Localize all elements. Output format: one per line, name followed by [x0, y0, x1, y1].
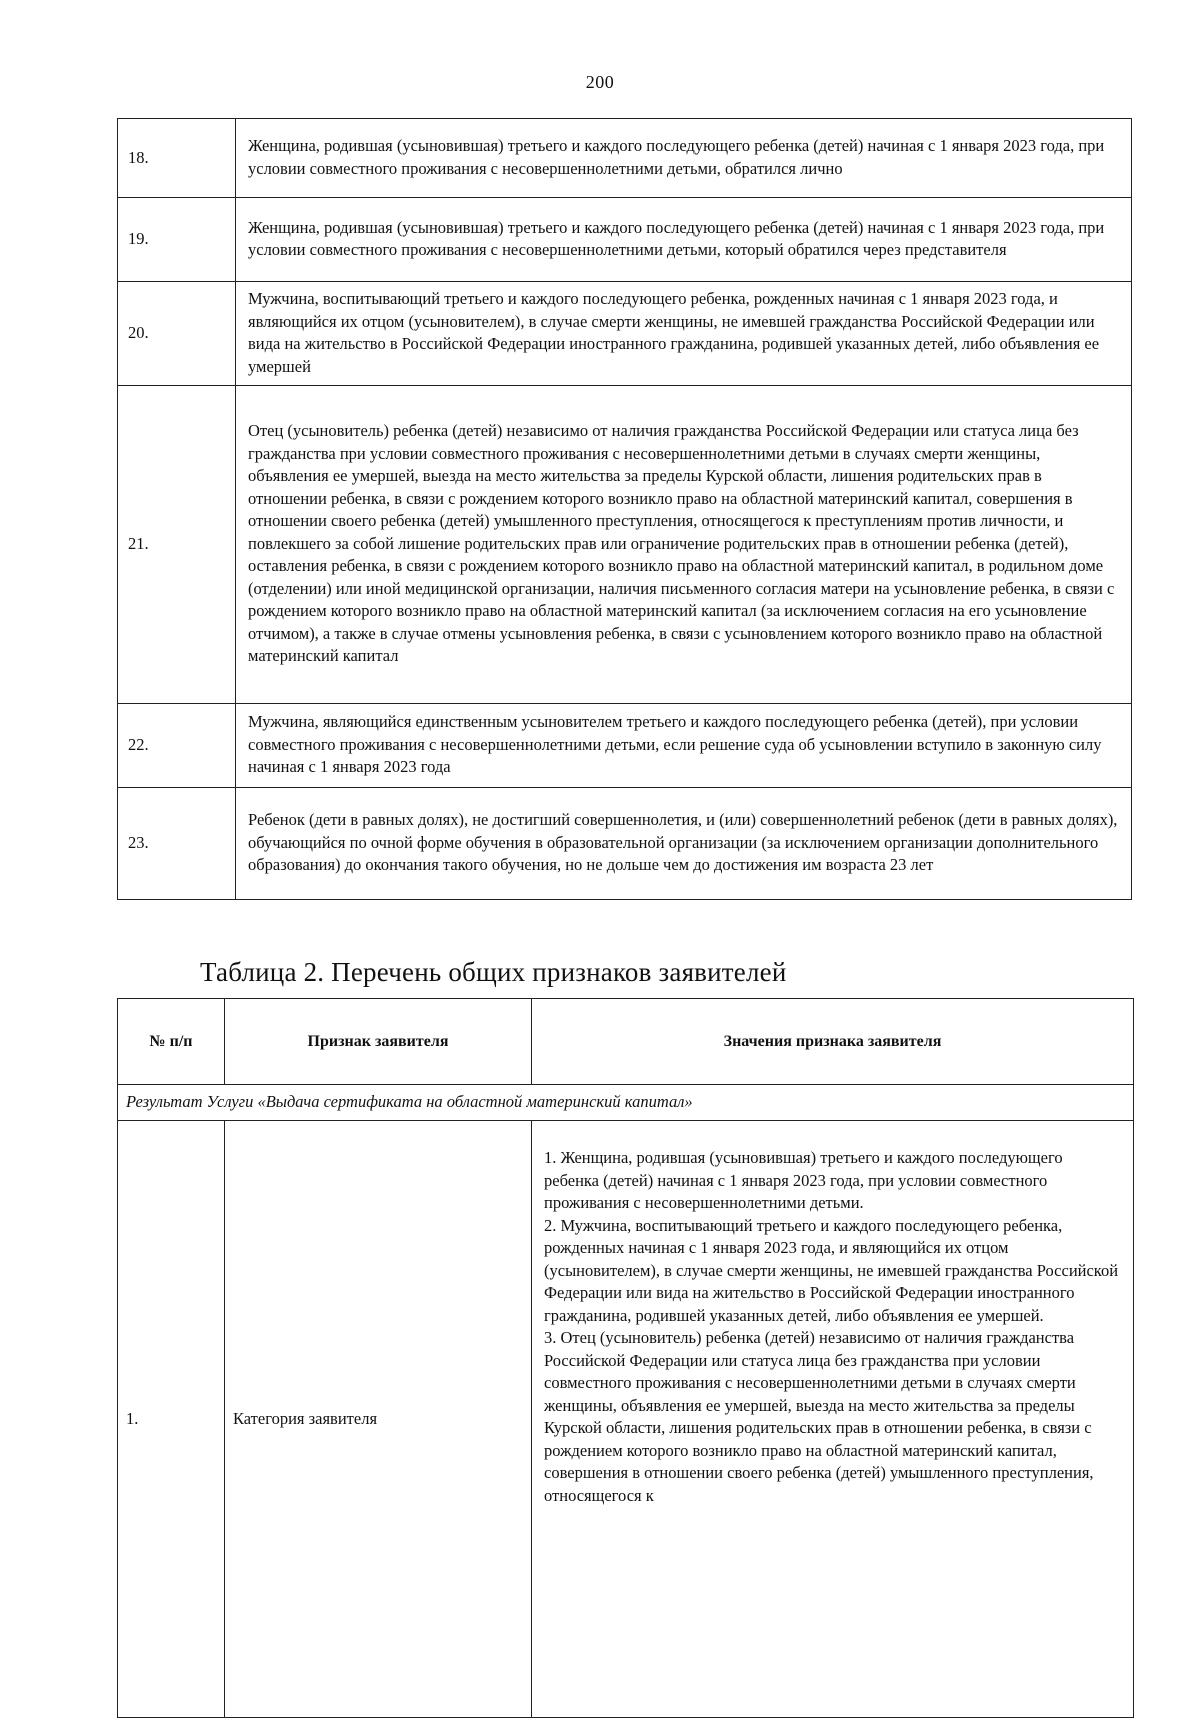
table-row	[118, 282, 1132, 386]
value-item: 2. Мужчина, воспитывающий третьего и каждого последующего ребенка, рожденных начиная с 1 января 2023 года, и являющийся их отцом (усыновителем), в случае смерти женщины, не имевшей гражданства Российской Федерации или вида на жительство в Российской Федерации иностранного гражданина, родившей указанных детей, либо объявления ее умершей.	[544, 1215, 1119, 1325]
table2-title: Таблица 2. Перечень общих признаков заявителей	[200, 957, 787, 987]
row-description: Мужчина, являющийся единственным усыновителем третьего и каждого последующего ребенка (детей), при условии совместного проживания с несовершеннолетними детьми, если решение суда об усыновлении вступило в законную силу начиная с 1 января 2023 года	[236, 704, 1132, 788]
header-feature: Признак заявителя	[225, 999, 532, 1085]
row-number: 1.	[118, 1121, 225, 1718]
feature-label: Категория заявителя	[225, 1121, 532, 1718]
row-description: Отец (усыновитель) ребенка (детей) независимо от наличия гражданства Российской Федерации или статуса лица без гражданства при условии совместного проживания с несовершеннолетними детьми в случаях смерти женщины, объявления ее умершей, выезда на место жительства за пределы Курской области, лишения родительских прав в отношении ребенка, в связи с рождением которого возникло право на областной материнский капитал, совершения в отношении своего ребенка (детей) умышленного преступления, относящегося к преступлениям против личности, и повлекшего за собой лишение родительских прав или ограничение родительских прав в отношении ребенка (детей), оставления ребенка, в связи с рождением которого возникло право на областной материнский капитал, в родильном доме (отделении) или иной медицинской организации, наличия письменного согласия матери на усыновление ребенка, в связи с рождением которого возникло право на областной материнский капитал (за исключением согласия на его усыновление отчимом), а также в случае отмены усыновления ребенка, в связи с усыновлением которого возникло право на областной материнский капитал	[236, 386, 1132, 704]
row-number: 20.	[118, 282, 236, 386]
table-row	[118, 386, 1132, 704]
page-number: 200	[585, 72, 615, 92]
feature-values	[532, 1121, 1134, 1718]
header-values: Значения признака заявителя	[532, 999, 1134, 1085]
row-number: 21.	[118, 386, 236, 704]
service-result: Результат Услуги «Выдача сертификата на областной материнский капитал»	[118, 1085, 1134, 1121]
row-description: Ребенок (дети в равных долях), не достигший совершеннолетия, и (или) совершеннолетний ребенок (дети в равных долях), обучающийся по очной форме обучения в образовательной организации (за исключением организации дополнительного образования) до окончания такого обучения, но не дольше чем до достижения им возраста 23 лет	[236, 788, 1132, 900]
row-description: Женщина, родившая (усыновившая) третьего и каждого последующего ребенка (детей) начиная с 1 января 2023 года, при условии совместного проживания с несовершеннолетними детьми, обратился лично	[236, 119, 1132, 198]
row-number: 19.	[118, 198, 236, 282]
table-row	[118, 119, 1132, 198]
value-item: 3. Отец (усыновитель) ребенка (детей) независимо от наличия гражданства Российской Федерации или статуса лица без гражданства при условии совместного проживания с несовершеннолетними детьми в случаях смерти женщины, объявления ее умершей, выезда на место жительства за пределы Курской области, лишения родительских прав в отношении ребенка, в связи с рождением которого возникло право на областной материнский капитал, совершения в отношении своего ребенка (детей) умышленного преступления, относящегося к	[544, 1328, 1094, 1505]
row-description: Мужчина, воспитывающий третьего и каждого последующего ребенка, рожденных начиная с 1 января 2023 года, и являющийся их отцом (усыновителем), в случае смерти женщины, не имевшей гражданства Российской Федерации или вида на жительство в Российской Федерации иностранного гражданина, родившей указанных детей, либо объявления ее умершей	[236, 282, 1132, 386]
applicant-variants-table	[117, 118, 1132, 900]
row-description: Женщина, родившая (усыновившая) третьего и каждого последующего ребенка (детей) начиная с 1 января 2023 года, при условии совместного проживания с несовершеннолетними детьми, который обратился через представителя	[236, 198, 1132, 282]
table-row	[118, 704, 1132, 788]
row-number: 18.	[118, 119, 236, 198]
row-number: 22.	[118, 704, 236, 788]
header-number: № п/п	[118, 999, 225, 1085]
result-row	[118, 1085, 1134, 1121]
table-row	[118, 1121, 1134, 1718]
row-number: 23.	[118, 788, 236, 900]
table-row	[118, 788, 1132, 900]
applicant-features-table	[117, 998, 1134, 1718]
value-item: 1. Женщина, родившая (усыновившая) третьего и каждого последующего ребенка (детей) начиная с 1 января 2023 года, при условии совместного проживания с несовершеннолетними детьми.	[544, 1148, 1063, 1212]
table-header-row	[118, 999, 1134, 1085]
table-row	[118, 198, 1132, 282]
